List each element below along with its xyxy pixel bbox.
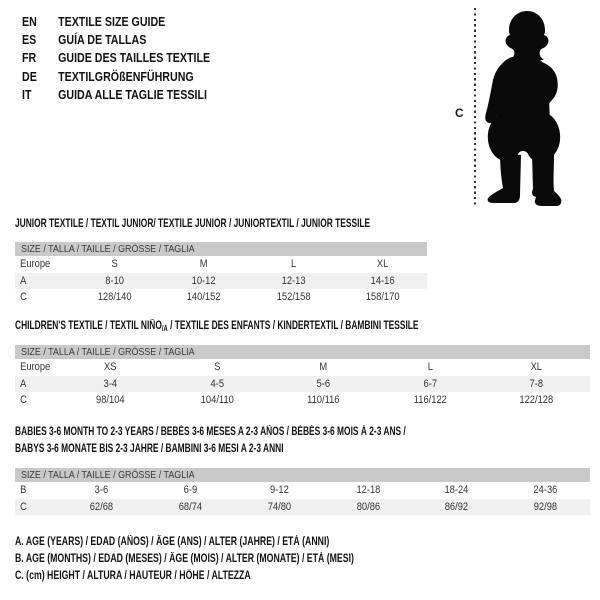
size-header-text: SIZE / TALLA / TAILLE / GRÖSSE / TAGLIA [21, 346, 195, 358]
table-row [15, 273, 427, 290]
size-cell: L [290, 258, 296, 271]
language-row [22, 49, 210, 67]
row-label: B [20, 484, 27, 497]
size-cell: 3-4 [103, 377, 118, 390]
height-measure-dotted-line [474, 8, 476, 208]
size-cell: 62/68 [89, 500, 114, 513]
size-cell: 104/110 [200, 394, 234, 407]
language-list [22, 12, 251, 104]
title-subscript: /A [161, 324, 168, 333]
footnote-text: A. AGE (YEARS) / EDAD (AÑOS) / ÂGE (ANS) / ALTER (JAHRE) / ETÀ (ANNI) [15, 536, 330, 548]
language-row [22, 86, 210, 104]
size-header-bar [15, 468, 590, 482]
size-cell: 80/86 [356, 500, 380, 513]
size-header-text: SIZE / TALLA / TAILLE / GRÖSSE / TAGLIA [21, 243, 195, 255]
size-cell: 4-5 [210, 377, 224, 390]
size-cell: 8-10 [105, 274, 124, 287]
language-title: GUIDA ALLE TAGLIE TESSILI [58, 87, 207, 103]
size-table-babies [15, 468, 590, 515]
size-cell: XL [376, 258, 389, 271]
size-cell: 158/170 [365, 291, 400, 304]
table-row [15, 392, 590, 409]
size-cell: XL [530, 361, 543, 374]
size-cell: 92/98 [533, 500, 558, 513]
size-cell: 74/80 [267, 500, 291, 513]
row-label: A [20, 377, 27, 390]
row-label: C [20, 394, 27, 407]
language-title: GUÍA DE TALLAS [58, 32, 147, 48]
size-cell: 110/116 [307, 394, 340, 407]
language-title: TEXTILE SIZE GUIDE [58, 13, 166, 29]
language-row [22, 67, 210, 85]
size-cell: M [319, 361, 328, 374]
footnote-text: B. AGE (MONTHS) / EDAD (MESES) / ÂGE (MOIS) / ALTER (MONATE) / ETÀ (MESI) [15, 553, 354, 566]
size-cell: 12-18 [355, 484, 380, 497]
row-label: C [20, 500, 27, 513]
size-cell: 9-12 [269, 484, 289, 497]
table-row [15, 289, 427, 306]
size-cell: 14-16 [370, 274, 395, 287]
title-part: / TEXTILE DES ENFANTS / KINDERTEXTIL / BAMBINI TESSILE [167, 320, 419, 332]
language-title: TEXTILGRÖßENFÜHRUNG [58, 68, 194, 84]
section-title-text [15, 320, 419, 333]
size-cell: 10-12 [191, 274, 216, 287]
language-code: ES [22, 32, 37, 48]
size-cell: 98/104 [95, 394, 125, 407]
height-measure-label: C [455, 106, 464, 120]
size-cell: 18-24 [444, 484, 469, 497]
size-header-text: SIZE / TALLA / TAILLE / GRÖSSE / TAGLIA [21, 469, 195, 481]
section-title-babies [15, 424, 550, 459]
footnote-text: C. (cm) HEIGHT / ALTURA / HAUTEUR / HÖHE / ALTEZZA [15, 570, 251, 583]
section-title-line [15, 441, 550, 458]
size-cell: 68/74 [178, 500, 202, 513]
size-cell: 128/140 [97, 291, 132, 304]
size-cell: 24-36 [533, 484, 558, 497]
size-cell: S [213, 361, 221, 374]
table-row [15, 499, 590, 516]
size-table-junior [15, 242, 427, 306]
size-cell: L [427, 361, 433, 374]
language-code: DE [22, 68, 37, 84]
footnote-a [15, 534, 461, 551]
size-cell: 86/92 [445, 500, 469, 513]
size-cell: 12-13 [281, 274, 306, 287]
section-title-text: JUNIOR TEXTILE / TEXTIL JUNIOR/ TEXTILE JUNIOR / JUNIORTEXTIL / JUNIOR TESSILE [15, 218, 371, 230]
row-label: A [20, 274, 27, 287]
row-label: Europe [20, 258, 51, 271]
size-cell: 140/152 [186, 291, 221, 304]
language-row [22, 30, 210, 48]
section-title-line [15, 424, 550, 441]
table-row [15, 482, 590, 499]
size-cell: 6-9 [183, 484, 197, 497]
size-header-bar [15, 345, 590, 359]
language-code: FR [22, 50, 37, 66]
row-label: Europe [20, 361, 51, 374]
language-code: IT [22, 87, 32, 103]
size-cell: 6-7 [423, 377, 437, 390]
section-title-text: BABIES 3-6 MONTH TO 2-3 YEARS / BEBÉS 3-6 MESES A 2-3 AÑOS / BÉBÉS 3-6 MOIS À 2-3 ANS / [15, 426, 406, 438]
footnote-c [15, 568, 461, 585]
size-header-bar [15, 242, 427, 256]
row-label: C [20, 291, 27, 304]
size-cell: 5-6 [316, 377, 331, 390]
title-part: CHILDREN'S TEXTILE / TEXTIL NIÑO [15, 320, 162, 332]
size-cell: 7-8 [529, 377, 544, 390]
size-cell: 3-6 [94, 484, 109, 497]
table-row [15, 359, 590, 376]
size-cell: 116/122 [413, 394, 447, 407]
table-row [15, 376, 590, 393]
size-cell: M [199, 258, 208, 271]
size-table-children [15, 345, 590, 409]
language-row [22, 12, 210, 30]
size-cell: 152/158 [276, 291, 311, 304]
size-cell: 122/128 [519, 394, 554, 407]
size-cell: XS [104, 361, 117, 374]
section-title-children [15, 320, 568, 333]
size-cell: S [111, 258, 118, 271]
language-code: EN [22, 13, 37, 29]
section-title-junior [15, 218, 501, 230]
baby-silhouette-icon [484, 10, 563, 207]
section-title-text: BABYS 3-6 MONATE BIS 2-3 JAHRE / BAMBINI 3-6 MESI A 2-3 ANNI [15, 443, 284, 456]
table-row [15, 256, 427, 273]
footnotes [15, 534, 461, 586]
language-title: GUIDE DES TAILLES TEXTILE [58, 50, 211, 66]
footnote-b [15, 551, 461, 568]
